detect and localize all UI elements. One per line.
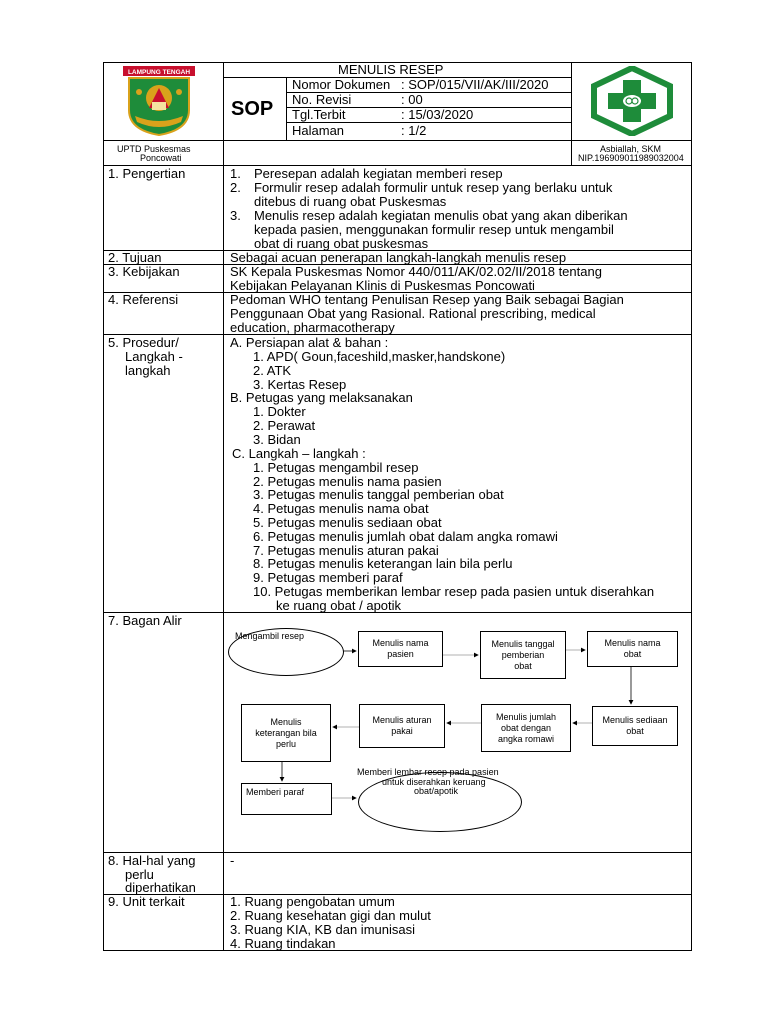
referensi-line-1: Pedoman WHO tentang Penulisan Resep yang Baik sebagai Bagian — [230, 292, 624, 307]
flow-text: Menulis nama — [372, 638, 429, 648]
prosedur-c-item: 1. Petugas mengambil resep — [253, 460, 419, 475]
flow-end-text-1: Memberi lembar resep pada pasien — [357, 767, 499, 777]
section-label-prosedur-2: Langkah - — [125, 349, 183, 364]
prosedur-b-title: B. Petugas yang melaksanakan — [230, 390, 413, 405]
pengertian-text-3c: obat di ruang obat puskesmas — [254, 236, 429, 251]
flow-node-aturan-pakai — [359, 704, 445, 748]
right-caption-line2: NIP.196909011989032004 — [578, 153, 684, 163]
prosedur-c-item: 8. Petugas menulis keterangan lain bila perlu — [253, 556, 513, 571]
meta-val-nomor: : SOP/015/VII/AK/III/2020 — [401, 77, 549, 92]
flow-text: obat — [626, 726, 644, 736]
flow-node-jumlah-obat — [481, 704, 571, 752]
prosedur-c-item: 7. Petugas menulis aturan pakai — [253, 543, 439, 558]
kebijakan-line-2: Kebijakan Pelayanan Klinis di Puskesmas Poncowati — [230, 278, 535, 293]
prosedur-c-item: 10. Petugas memberikan lembar resep pada pasien untuk diserahkan — [253, 584, 655, 599]
prosedur-c-item: 6. Petugas menulis jumlah obat dalam angka romawi — [253, 529, 558, 544]
meta-val-halaman: : 1/2 — [401, 123, 427, 138]
left-caption-line1: UPTD Puskesmas — [117, 144, 191, 154]
prosedur-c-item: 4. Petugas menulis nama obat — [253, 501, 429, 516]
tujuan-text: Sebagai acuan penerapan langkah-langkah menulis resep — [230, 250, 567, 265]
flow-text: pakai — [391, 726, 413, 736]
section-label-hal-2: perlu — [125, 867, 154, 882]
prosedur-b-item: 3. Bidan — [253, 432, 301, 447]
pengertian-text-1: Peresepan adalah kegiatan memberi resep — [254, 166, 503, 181]
pengertian-text-3b: kepada pasien, menggunakan formulir resep untuk mengambil — [254, 222, 614, 237]
flow-node-nama-obat — [587, 631, 678, 667]
flow-text: obat — [623, 649, 642, 659]
referensi-line-2: Penggunaan Obat yang Rasional. Rational prescribing, medical — [230, 306, 596, 321]
flow-node-nama-pasien — [358, 631, 443, 667]
flow-text: obat — [514, 660, 532, 671]
prosedur-c-item: 3. Petugas menulis tanggal pemberian obat — [253, 487, 504, 502]
flow-node-sediaan-obat — [592, 706, 678, 746]
hal-text: - — [230, 853, 235, 868]
prosedur-c-title: C. Langkah – langkah : — [232, 446, 366, 461]
kebijakan-line-1: SK Kepala Puskesmas Nomor 440/011/AK/02.02/II/2018 tentang — [230, 264, 602, 279]
flow-text: keterangan bila — [255, 727, 317, 738]
pengertian-num-1: 1. — [230, 166, 241, 181]
flow-end-text-2: untuk diserahkan keruang — [382, 777, 486, 787]
sop-label: SOP — [231, 98, 274, 120]
flow-text: obat dengan — [500, 722, 552, 733]
flow-node-mengambil-resep: Mengambil resep — [235, 631, 305, 641]
referensi-line-3: education, pharmacotherapy — [230, 320, 395, 335]
flow-text: pemberian — [501, 649, 545, 660]
flow-end-text-3: obat/apotik — [414, 786, 459, 796]
section-label-hal-1: 8. Hal-hal yang — [108, 853, 196, 868]
flow-node-memberi-paraf — [241, 783, 332, 815]
flow-text: Menulis tanggal — [491, 638, 555, 649]
section-label-tujuan: 2. Tujuan — [108, 250, 162, 265]
flow-node-tanggal-pemberian — [480, 631, 566, 679]
section-label-unit: 9. Unit terkait — [108, 894, 185, 909]
pengertian-text-2b: ditebus di ruang obat Puskesmas — [254, 194, 447, 209]
flow-text: Menulis aturan — [372, 715, 432, 725]
section-label-prosedur-1: 5. Prosedur/ — [108, 335, 179, 350]
prosedur-a-item: 2. ATK — [253, 363, 292, 378]
section-label-kebijakan: 3. Kebijakan — [108, 264, 180, 279]
meta-key-terbit: Tgl.Terbit — [292, 107, 346, 122]
pengertian-text-2: Formulir resep adalah formulir untuk resep yang berlaku untuk — [254, 180, 613, 195]
unit-item: 1. Ruang pengobatan umum — [230, 894, 395, 909]
unit-item: 4. Ruang tindakan — [230, 936, 336, 951]
section-label-prosedur-3: langkah — [125, 363, 171, 378]
flow-text: Menulis nama — [604, 638, 661, 648]
prosedur-a-title: A. Persiapan alat & bahan : — [230, 335, 389, 350]
unit-item: 3. Ruang KIA, KB dan imunisasi — [230, 922, 415, 937]
flow-text: Menulis jumlah — [495, 711, 557, 722]
unit-item: 2. Ruang kesehatan gigi dan mulut — [230, 908, 431, 923]
prosedur-c-cont: ke ruang obat / apotik — [276, 598, 402, 613]
prosedur-c-item: 2. Petugas menulis nama pasien — [253, 474, 442, 489]
right-caption-line1: Asbiallah, SKM — [600, 144, 662, 154]
flow-text: Memberi paraf — [246, 787, 305, 797]
meta-key-halaman: Halaman — [292, 123, 345, 138]
pengertian-text-3: Menulis resep adalah kegiatan menulis obat yang akan diberikan — [254, 208, 628, 223]
meta-val-revisi: : 00 — [401, 92, 423, 107]
meta-key-nomor: Nomor Dokumen — [292, 77, 391, 92]
prosedur-c-item: 5. Petugas menulis sediaan obat — [253, 515, 442, 530]
section-label-bagan: 7. Bagan Alir — [108, 613, 182, 628]
flow-text: pasien — [387, 649, 414, 659]
left-caption-line2: Poncowati — [140, 153, 182, 163]
prosedur-a-item: 3. Kertas Resep — [253, 377, 347, 392]
flow-text: angka romawi — [497, 733, 555, 744]
section-label-hal-3: diperhatikan — [125, 880, 196, 895]
section-label-pengertian: 1. Pengertian — [108, 166, 186, 181]
prosedur-b-item: 2. Perawat — [253, 418, 316, 433]
meta-key-revisi: No. Revisi — [292, 92, 352, 107]
flow-text: perlu — [275, 738, 296, 749]
prosedur-c-item: 9. Petugas memberi paraf — [253, 570, 403, 585]
logo-text: LAMPUNG TENGAH — [127, 69, 191, 76]
flow-node-keterangan — [241, 704, 331, 762]
page-title: MENULIS RESEP — [338, 62, 444, 77]
prosedur-a-item: 1. APD( Goun,faceshild,masker,handskone) — [253, 349, 506, 364]
section-label-referensi: 4. Referensi — [108, 292, 179, 307]
flow-text: Menulis sediaan — [602, 715, 668, 725]
flow-text: Menulis — [270, 716, 302, 727]
pengertian-num-3: 3. — [230, 208, 241, 223]
pengertian-num-2: 2. — [230, 180, 241, 195]
meta-val-terbit: : 15/03/2020 — [401, 107, 474, 122]
prosedur-b-item: 1. Dokter — [253, 404, 306, 419]
